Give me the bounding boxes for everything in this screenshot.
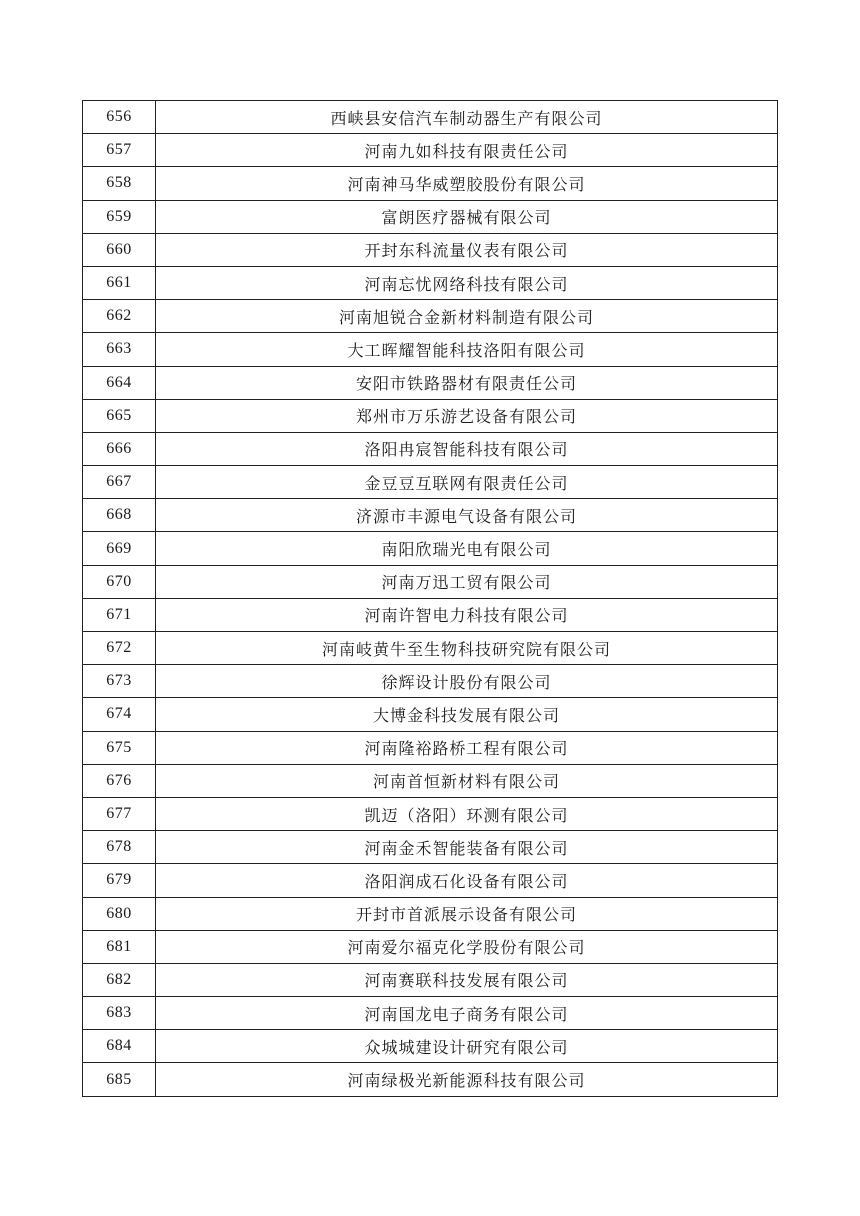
table-row [83, 399, 778, 432]
table-row [83, 1030, 778, 1063]
company-table-body [83, 101, 778, 1097]
company-name-cell: 西峡县安信汽车制动器生产有限公司 [156, 101, 778, 134]
row-index-cell: 685 [83, 1063, 156, 1097]
company-name-cell: 安阳市铁路器材有限责任公司 [156, 366, 778, 399]
table-row [83, 499, 778, 532]
row-index-cell: 657 [83, 134, 156, 167]
table-row [83, 897, 778, 930]
table-row [83, 1063, 778, 1097]
table-row [83, 366, 778, 399]
company-name-cell: 徐辉设计股份有限公司 [156, 665, 778, 698]
table-row [83, 930, 778, 963]
row-index-cell: 681 [83, 930, 156, 963]
company-name-cell: 河南神马华威塑胶股份有限公司 [156, 167, 778, 200]
company-name-cell: 洛阳润成石化设备有限公司 [156, 864, 778, 897]
table-row [83, 233, 778, 266]
table-row [83, 598, 778, 631]
row-index-cell: 671 [83, 598, 156, 631]
company-name-cell: 大博金科技发展有限公司 [156, 698, 778, 731]
row-index-cell: 682 [83, 963, 156, 996]
row-index-cell: 670 [83, 565, 156, 598]
company-name-cell: 河南隆裕路桥工程有限公司 [156, 731, 778, 764]
row-index-cell: 672 [83, 632, 156, 665]
company-name-cell: 济源市丰源电气设备有限公司 [156, 499, 778, 532]
row-index-cell: 662 [83, 300, 156, 333]
row-index-cell: 667 [83, 466, 156, 499]
table-row [83, 797, 778, 830]
table-row [83, 764, 778, 797]
row-index-cell: 668 [83, 499, 156, 532]
company-name-cell: 大工晖耀智能科技洛阳有限公司 [156, 333, 778, 366]
table-row [83, 532, 778, 565]
row-index-cell: 675 [83, 731, 156, 764]
row-index-cell: 663 [83, 333, 156, 366]
table-row [83, 963, 778, 996]
company-name-cell: 河南许智电力科技有限公司 [156, 598, 778, 631]
company-name-cell: 河南岐黄牛至生物科技研究院有限公司 [156, 632, 778, 665]
company-name-cell: 南阳欣瑞光电有限公司 [156, 532, 778, 565]
company-name-cell: 河南绿极光新能源科技有限公司 [156, 1063, 778, 1097]
table-row [83, 134, 778, 167]
company-name-cell: 洛阳冉宸智能科技有限公司 [156, 432, 778, 465]
row-index-cell: 664 [83, 366, 156, 399]
company-name-cell: 郑州市万乐游艺设备有限公司 [156, 399, 778, 432]
company-name-cell: 河南九如科技有限责任公司 [156, 134, 778, 167]
table-row [83, 997, 778, 1030]
row-index-cell: 661 [83, 266, 156, 299]
company-name-cell: 开封市首派展示设备有限公司 [156, 897, 778, 930]
table-row [83, 565, 778, 598]
company-name-cell: 金豆豆互联网有限责任公司 [156, 466, 778, 499]
table-row [83, 731, 778, 764]
company-name-cell: 河南金禾智能装备有限公司 [156, 831, 778, 864]
row-index-cell: 658 [83, 167, 156, 200]
table-row [83, 200, 778, 233]
company-name-cell: 河南万迅工贸有限公司 [156, 565, 778, 598]
table-row [83, 831, 778, 864]
row-index-cell: 683 [83, 997, 156, 1030]
table-row [83, 266, 778, 299]
row-index-cell: 673 [83, 665, 156, 698]
company-name-cell: 凯迈（洛阳）环测有限公司 [156, 797, 778, 830]
row-index-cell: 656 [83, 101, 156, 134]
row-index-cell: 679 [83, 864, 156, 897]
table-row [83, 632, 778, 665]
table-row [83, 432, 778, 465]
row-index-cell: 678 [83, 831, 156, 864]
table-row [83, 101, 778, 134]
row-index-cell: 676 [83, 764, 156, 797]
row-index-cell: 684 [83, 1030, 156, 1063]
row-index-cell: 666 [83, 432, 156, 465]
company-table [82, 100, 778, 1097]
row-index-cell: 680 [83, 897, 156, 930]
table-row [83, 864, 778, 897]
table-row [83, 665, 778, 698]
row-index-cell: 674 [83, 698, 156, 731]
row-index-cell: 660 [83, 233, 156, 266]
company-name-cell: 开封东科流量仪表有限公司 [156, 233, 778, 266]
company-name-cell: 河南忘忧网络科技有限公司 [156, 266, 778, 299]
row-index-cell: 659 [83, 200, 156, 233]
row-index-cell: 669 [83, 532, 156, 565]
company-name-cell: 河南赛联科技发展有限公司 [156, 963, 778, 996]
table-row [83, 300, 778, 333]
table-row [83, 466, 778, 499]
row-index-cell: 677 [83, 797, 156, 830]
row-index-cell: 665 [83, 399, 156, 432]
company-name-cell: 富朗医疗器械有限公司 [156, 200, 778, 233]
table-row [83, 698, 778, 731]
table-row [83, 333, 778, 366]
company-name-cell: 众城城建设计研究有限公司 [156, 1030, 778, 1063]
table-row [83, 167, 778, 200]
company-name-cell: 河南首恒新材料有限公司 [156, 764, 778, 797]
company-name-cell: 河南国龙电子商务有限公司 [156, 997, 778, 1030]
company-name-cell: 河南旭锐合金新材料制造有限公司 [156, 300, 778, 333]
company-name-cell: 河南爱尔福克化学股份有限公司 [156, 930, 778, 963]
